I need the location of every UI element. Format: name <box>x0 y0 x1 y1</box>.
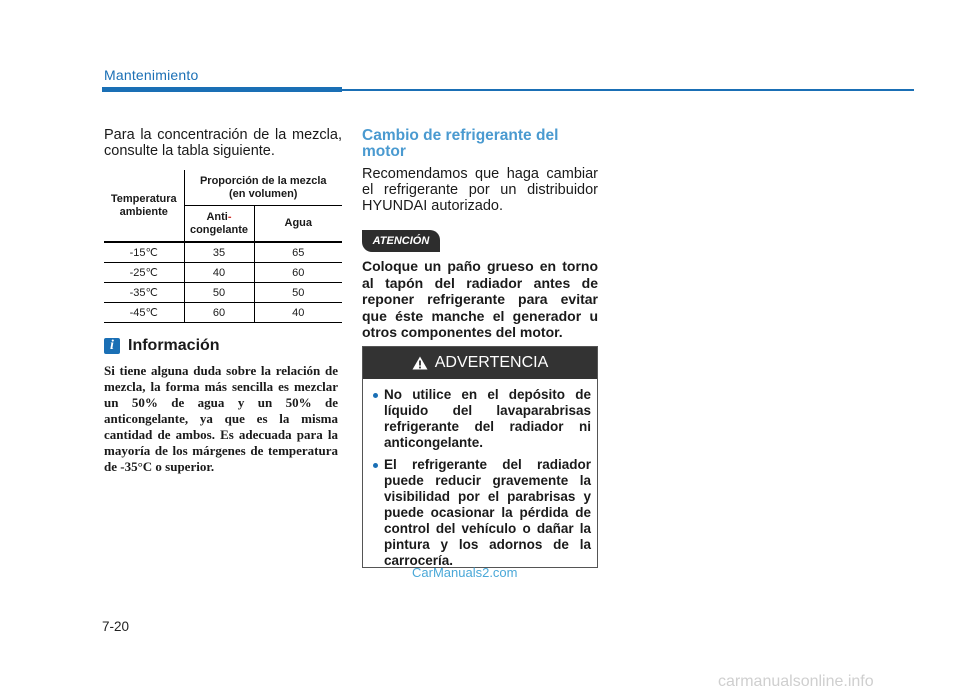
atencion-body: Coloque un paño grueso en torno al tapón del radiador antes de reponer refrigerante para evitar que éste manche el generador u otros componentes del motor. <box>362 258 598 340</box>
footer-watermark: carmanualsonline.info <box>718 673 874 690</box>
warning-header <box>363 347 597 379</box>
list-item: El refrigerante del radiador puede reducir gravemente la visibilidad por el parabrisas y puede ocasionar la pérdida de control del vehículo o dañar la pintura y los adornos de la carrocería. <box>373 457 591 569</box>
page-number: 7-20 <box>102 619 130 634</box>
warning-box <box>362 346 598 568</box>
table-row: -35℃ 50 50 <box>104 283 342 303</box>
bullet-icon <box>373 393 378 398</box>
header-rule-thin <box>342 89 914 91</box>
watermark: CarManuals2.com <box>412 565 518 580</box>
header-agua: Agua <box>254 206 342 243</box>
intro-text: Para la concentración de la mezcla, consulte la tabla siguiente. <box>104 127 342 159</box>
section-body: Recomendamos que haga cambiar el refrigerante por un distribuidor HYUNDAI autorizado. <box>362 166 598 214</box>
section-heading: Cambio de refrigerante del motor <box>362 127 559 160</box>
warning-list <box>373 387 591 575</box>
header-proporcion: Proporción de la mezcla (en volumen) <box>184 170 342 206</box>
header-rule-thick <box>102 87 342 92</box>
info-body: Si tiene alguna duda sobre la relación de mezcla, la forma más sencilla es mezclar un 50% de agua y un 50% de anticongelante, ya que es la misma cantidad de ambos. Es adecuada para la mayoría de los márgenes de temperatura de -35°C o superior. <box>104 363 338 474</box>
warning-triangle-icon <box>412 356 428 370</box>
info-title: Información <box>128 337 220 354</box>
table-row: -15℃ 35 65 <box>104 242 342 263</box>
bullet-icon <box>373 463 378 468</box>
header-anticongelante: Anti- congelante <box>184 206 254 243</box>
list-item: No utilice en el depósito de líquido del lavaparabrisas refrigerante del radiador ni anticongelante. <box>373 387 591 451</box>
mixture-table <box>104 170 342 323</box>
table-row: -25℃ 40 60 <box>104 263 342 283</box>
section-label: Mantenimiento <box>104 67 199 83</box>
info-icon: i <box>104 338 120 354</box>
table-row: -45℃ 60 40 <box>104 303 342 323</box>
header-temperatura: Temperatura ambiente <box>104 170 184 242</box>
warning-title: ADVERTENCIA <box>434 354 549 371</box>
atencion-badge: ATENCIÓN <box>362 230 440 252</box>
